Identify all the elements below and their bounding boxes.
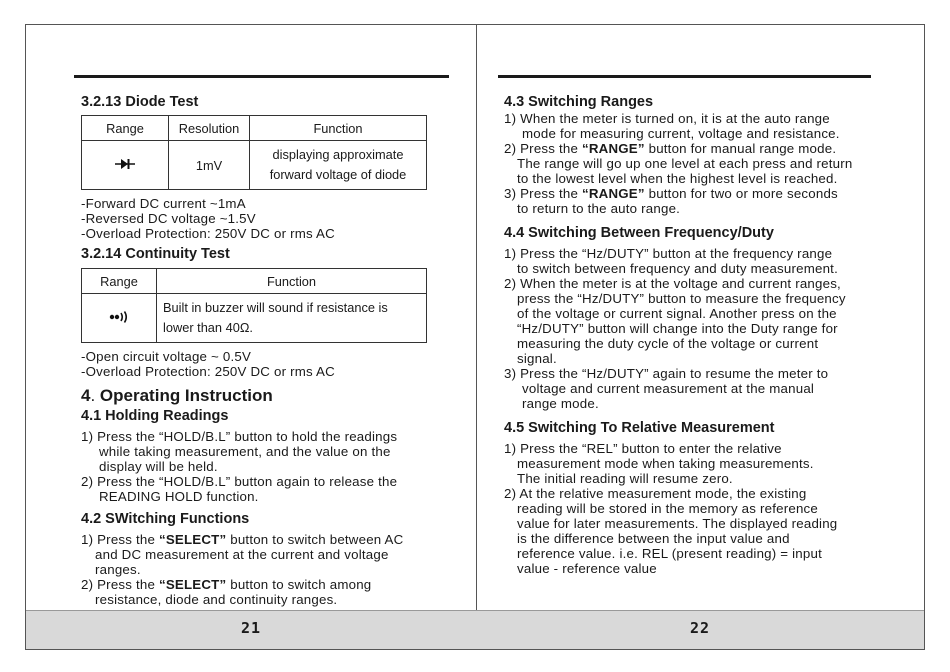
diode-resolution-cell: 1mV	[169, 141, 250, 190]
section-4-1-heading: 4.1 Holding Readings	[81, 408, 229, 424]
diode-note-reversed-voltage: -Reversed DC voltage ~1.5V	[81, 211, 256, 226]
section-3-2-14-heading: 3.2.14 Continuity Test	[81, 246, 230, 262]
table-header-function: Function	[250, 116, 427, 141]
hold-line-2: while taking measurement, and the value on the	[99, 444, 391, 459]
freq-line-6: “Hz/DUTY” button will change into the Duty range for	[517, 321, 838, 336]
range-line-5: to the lowest level when the highest level is reached.	[517, 171, 838, 186]
range-line-2: mode for measuring current, voltage and resistance.	[522, 126, 840, 141]
hold-line-1: 1) Press the “HOLD/B.L” button to hold the readings	[81, 429, 398, 444]
continuity-note-open-circuit: -Open circuit voltage ~ 0.5V	[81, 349, 252, 364]
rel-line-9: value - reference value	[517, 561, 657, 576]
hold-line-4: 2) Press the “HOLD/B.L” button again to release the	[81, 474, 398, 489]
hold-line-5: READING HOLD function.	[99, 489, 259, 504]
page-number: 21	[240, 619, 262, 637]
freq-line-8: signal.	[517, 351, 557, 366]
freq-line-4: press the “Hz/DUTY” button to measure the frequency	[517, 291, 846, 306]
section-4-dot: .	[90, 386, 96, 405]
range-line-1: 1) When the meter is turned on, it is at the auto range	[504, 111, 830, 126]
diode-function-line-2: forward voltage of diode	[269, 167, 407, 182]
rel-line-7: is the difference between the input value and	[517, 531, 790, 546]
diode-function-cell	[250, 141, 427, 190]
page-21-content	[81, 93, 451, 607]
diode-icon	[115, 157, 135, 174]
page-22	[476, 25, 924, 649]
page-footer	[26, 610, 476, 649]
section-4-heading	[81, 385, 451, 407]
rel-line-4: 2) At the relative measurement mode, the existing	[504, 486, 807, 501]
rel-line-8: reference value. i.e. REL (present reading) = input	[517, 546, 822, 561]
table-header-function: Function	[157, 269, 427, 294]
freq-line-3: 2) When the meter is at the voltage and current ranges,	[504, 276, 841, 291]
table-header-range: Range	[82, 116, 169, 141]
rel-line-5: reading will be stored in the memory as reference	[517, 501, 818, 516]
rel-line-1: 1) Press the “REL” button to enter the relative	[504, 441, 782, 456]
range-line-6: 3) Press the “RANGE” button for two or more seconds	[504, 186, 838, 201]
section-3-2-13-heading: 3.2.13 Diode Test	[81, 94, 199, 110]
continuity-range-cell	[82, 294, 157, 343]
hold-line-3: display will be held.	[99, 459, 218, 474]
page-21	[26, 25, 477, 649]
page-footer	[476, 610, 924, 649]
section-4-title: Operating Instruction	[95, 386, 273, 405]
diode-function-line-1: displaying approximate	[272, 147, 404, 162]
diode-note-forward-current: -Forward DC current ~1mA	[81, 196, 246, 211]
select-line-2: and DC measurement at the current and voltage	[95, 547, 389, 562]
diode-note-overload: -Overload Protection: 250V DC or rms AC	[81, 226, 335, 241]
section-4-5-heading: 4.5 Switching To Relative Measurement	[504, 420, 775, 436]
freq-line-9: 3) Press the “Hz/DUTY” again to resume the meter to	[504, 366, 829, 381]
diode-test-table	[81, 115, 427, 190]
section-4-2-heading: 4.2 SWitching Functions	[81, 511, 250, 527]
section-4-4-heading: 4.4 Switching Between Frequency/Duty	[504, 225, 774, 241]
table-header-resolution: Resolution	[169, 116, 250, 141]
freq-line-5: of the voltage or current signal. Another press on the	[517, 306, 837, 321]
freq-line-1: 1) Press the “Hz/DUTY” button at the frequency range	[504, 246, 833, 261]
freq-line-2: to switch between frequency and duty measurement.	[517, 261, 838, 276]
page-22-content	[504, 93, 904, 576]
table-header-range: Range	[82, 269, 157, 294]
diode-range-cell	[82, 141, 169, 190]
select-line-5: resistance, diode and continuity ranges.	[95, 592, 338, 607]
continuity-note-overload: -Overload Protection: 250V DC or rms AC	[81, 364, 335, 379]
rel-line-6: value for later measurements. The displayed reading	[517, 516, 838, 531]
continuity-function-line-1: Built in buzzer will sound if resistance is	[163, 300, 388, 315]
section-4-3-heading: 4.3 Switching Ranges	[504, 94, 654, 110]
continuity-function-line-2: lower than 40Ω.	[163, 320, 253, 335]
buzzer-icon	[109, 310, 129, 327]
select-line-4: 2) Press the “SELECT” button to switch among	[81, 577, 372, 592]
section-4-number: 4	[81, 386, 91, 405]
header-rule	[498, 75, 871, 78]
select-line-1: 1) Press the “SELECT” button to switch between AC	[81, 532, 404, 547]
continuity-test-table	[81, 268, 427, 343]
manual-spread	[25, 24, 925, 650]
rel-line-2: measurement mode when taking measurements.	[517, 456, 814, 471]
page-number: 22	[689, 619, 711, 637]
range-line-3: 2) Press the “RANGE” button for manual range mode.	[504, 141, 837, 156]
rel-line-3: The initial reading will resume zero.	[517, 471, 733, 486]
select-line-3: ranges.	[95, 562, 141, 577]
freq-line-7: measuring the duty cycle of the voltage or current	[517, 336, 819, 351]
freq-line-11: range mode.	[522, 396, 599, 411]
range-line-7: to return to the auto range.	[517, 201, 681, 216]
range-line-4: The range will go up one level at each press and return	[517, 156, 853, 171]
freq-line-10: voltage and current measurement at the manual	[522, 381, 815, 396]
continuity-function-cell	[157, 294, 427, 343]
header-rule	[74, 75, 449, 78]
